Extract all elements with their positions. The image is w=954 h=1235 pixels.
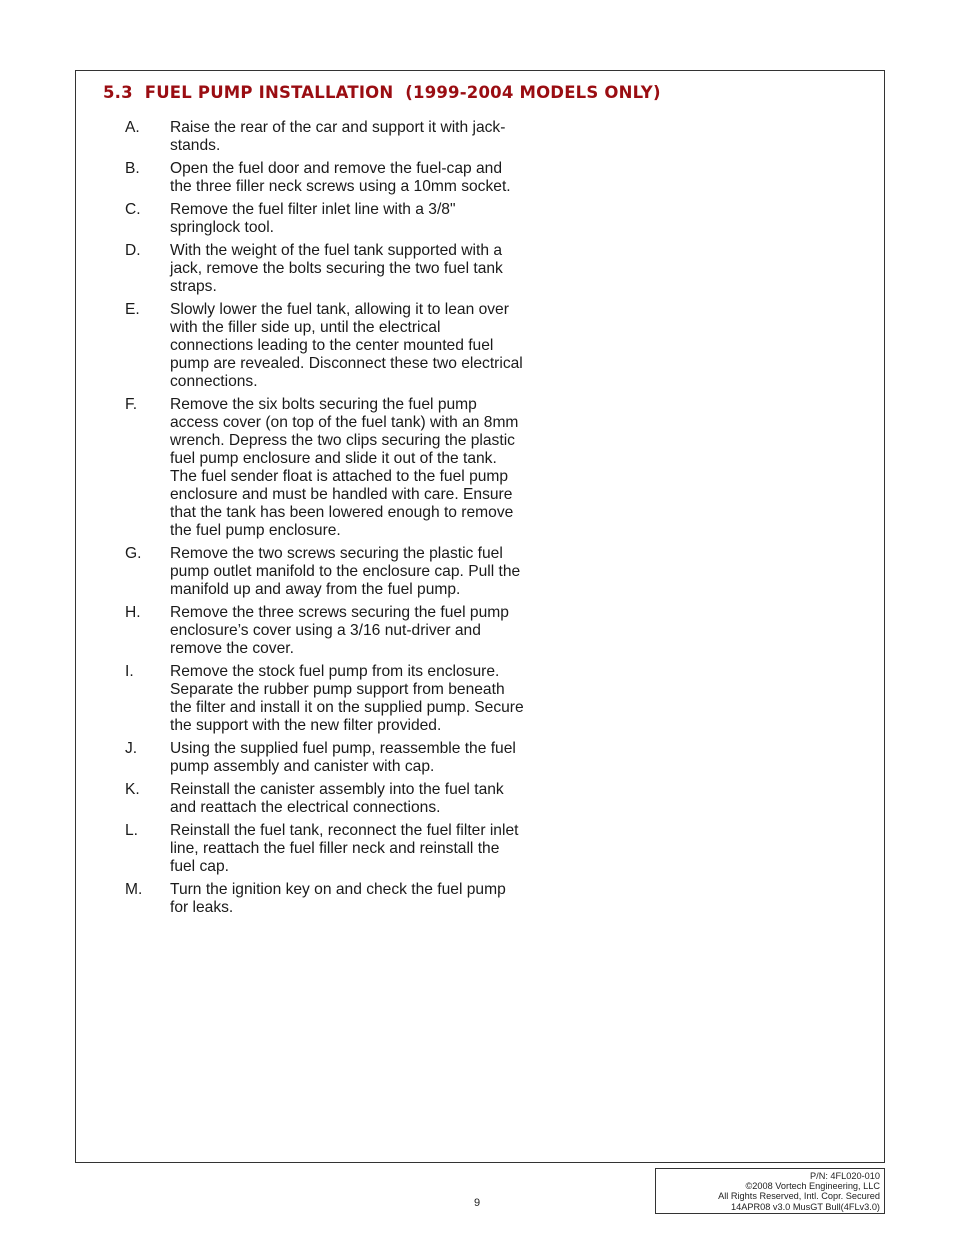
step-text: Remove the fuel filter inlet line with a 3/8" springlock tool. xyxy=(170,201,456,236)
step-text: Remove the six bolts securing the fuel pump access cover (on top of the fuel tank) with an 8mm wrench. Depress the two clips securing the plastic fuel pump enclosure and slide it out of the tank. The fuel sender float is attached to the fuel pump enclosure and must be handled with care. Ensure that the tank has been lowered enough to remove the fuel pump enclosure. xyxy=(170,396,519,539)
step-text: Remove the two screws securing the plastic fuel pump outlet manifold to the enclosure cap. Pull the manifold up and away from the fuel pump. xyxy=(170,545,521,598)
step-letter: M. xyxy=(125,881,143,898)
step-letter: D. xyxy=(125,242,141,259)
page-number: 9 xyxy=(474,1197,481,1209)
rights-line: All Rights Reserved, Intl. Copr. Secured xyxy=(718,1191,880,1202)
list-item xyxy=(125,301,535,391)
revision-line: 14APR08 v3.0 MusGT Bull(4FLv3.0) xyxy=(731,1201,880,1212)
list-item xyxy=(125,242,535,296)
list-item xyxy=(125,740,535,776)
list-item xyxy=(125,822,535,876)
step-letter: E. xyxy=(125,301,140,318)
step-letter: K. xyxy=(125,781,140,798)
step-text: Reinstall the fuel tank, reconnect the fuel filter inlet line, reattach the fuel filler neck and reinstall the fuel cap. xyxy=(170,822,519,875)
step-text: Remove the three screws securing the fuel pump enclosure’s cover using a 3/16 nut-driver and remove the cover. xyxy=(170,604,509,657)
list-item xyxy=(125,881,535,917)
list-item xyxy=(125,604,535,658)
step-text: Reinstall the canister assembly into the fuel tank and reattach the electrical connections. xyxy=(170,781,504,816)
list-item xyxy=(125,781,535,817)
step-text: Open the fuel door and remove the fuel-cap and the three filler neck screws using a 10mm socket. xyxy=(170,160,511,195)
step-letter: H. xyxy=(125,604,141,621)
step-letter: B. xyxy=(125,160,140,177)
step-letter: F. xyxy=(125,396,138,413)
list-item xyxy=(125,663,535,735)
step-text: Turn the ignition key on and check the fuel pump for leaks. xyxy=(170,881,506,916)
copyright-line: ©2008 Vortech Engineering, LLC xyxy=(745,1181,880,1192)
step-text: Remove the stock fuel pump from its enclosure. Separate the rubber pump support from beneath the filter and install it on the supplied pump. Secure the support with the new filter provided. xyxy=(170,663,524,734)
list-item xyxy=(125,160,535,196)
section-heading: 5.3 FUEL PUMP INSTALLATION (1999-2004 MODELS ONLY) xyxy=(103,83,661,102)
step-letter: C. xyxy=(125,201,141,218)
step-text: With the weight of the fuel tank supported with a jack, remove the bolts securing the two fuel tank straps. xyxy=(170,242,503,295)
step-text: Using the supplied fuel pump, reassemble the fuel pump assembly and canister with cap. xyxy=(170,740,516,775)
step-letter: J. xyxy=(125,740,138,757)
list-item xyxy=(125,396,535,540)
step-letter: I. xyxy=(125,663,134,680)
step-letter: A. xyxy=(125,119,140,136)
instruction-list xyxy=(125,119,535,922)
step-text: Raise the rear of the car and support it with jack-stands. xyxy=(170,119,506,154)
list-item xyxy=(125,119,535,155)
step-letter: L. xyxy=(125,822,139,839)
step-text: Slowly lower the fuel tank, allowing it to lean over with the filler side up, until the electrical connections leading to the center mounted fuel pump are revealed. Disconnect these two electrical connections. xyxy=(170,301,523,390)
step-letter: G. xyxy=(125,545,142,562)
document-info-box xyxy=(655,1168,885,1214)
part-number: P/N: 4FL020-010 xyxy=(810,1171,880,1181)
list-item xyxy=(125,545,535,599)
list-item xyxy=(125,201,535,237)
